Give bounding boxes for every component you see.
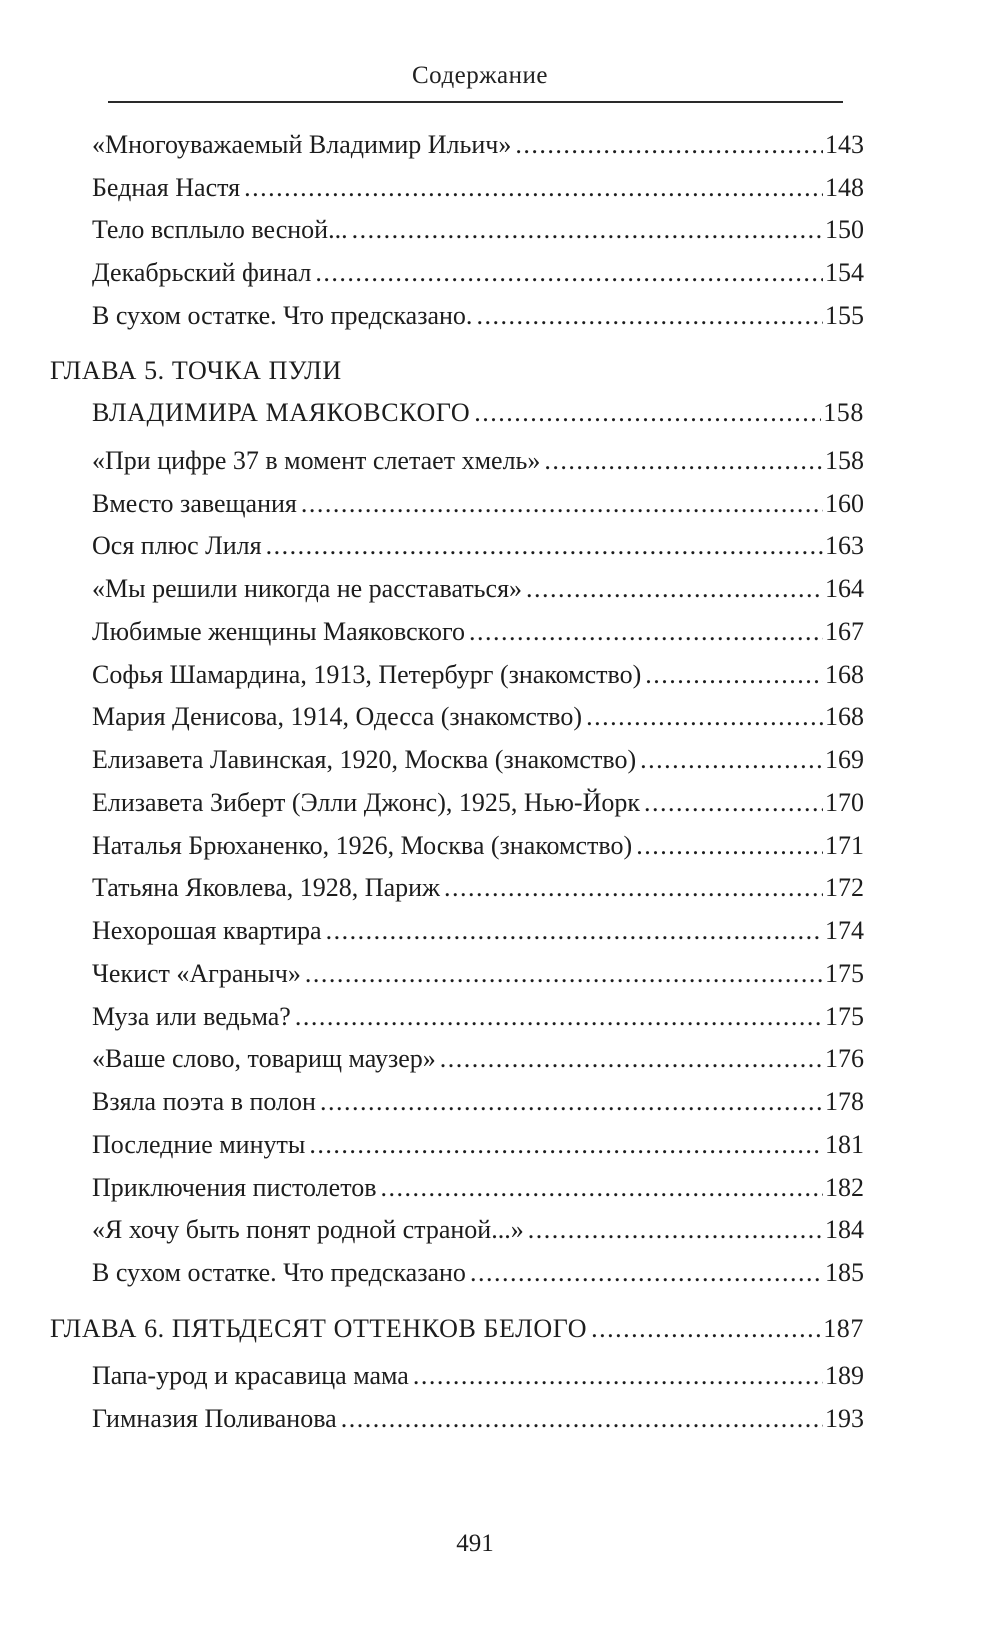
toc-entry-page: 185 — [825, 1258, 864, 1287]
chapter-heading-title: ГЛАВА 6. ПЯТЬДЕСЯТ ОТТЕНКОВ БЕЛОГО — [50, 1314, 588, 1343]
leader-dots — [640, 743, 823, 777]
toc-entry — [92, 1213, 864, 1247]
leader-dots — [636, 829, 823, 863]
leader-dots — [352, 213, 823, 247]
toc-entry-title: Приключения пистолетов — [92, 1173, 377, 1202]
leader-dots — [526, 572, 823, 606]
toc-entry-page: 169 — [825, 745, 864, 774]
page-number: 491 — [456, 1530, 494, 1557]
toc-entry-page: 175 — [825, 1002, 864, 1031]
leader-dots — [305, 957, 823, 991]
toc-entry-page: 184 — [825, 1215, 864, 1244]
leader-dots — [309, 1128, 823, 1162]
leader-dots — [586, 700, 823, 734]
toc-entry-title: Гимназия Поливанова — [92, 1404, 337, 1433]
toc-entry — [92, 1000, 864, 1034]
leader-dots — [591, 1312, 821, 1346]
toc-entry — [92, 213, 864, 247]
toc-entry-page: 168 — [825, 660, 864, 689]
leader-dots — [315, 256, 823, 290]
toc-entry-page: 150 — [825, 215, 864, 244]
leader-dots — [470, 1256, 823, 1290]
toc-entry-page: 155 — [825, 301, 864, 330]
toc-entry-page: 182 — [825, 1173, 864, 1202]
toc-entry — [92, 914, 864, 948]
toc-entry-title: Последние минуты — [92, 1130, 306, 1159]
toc-entry-title: Елизавета Лавинская, 1920, Москва (знакомство) — [92, 745, 637, 774]
toc-entry — [92, 572, 864, 606]
toc-entry-title: В сухом остатке. Что предсказано. — [92, 301, 473, 330]
leader-dots — [444, 871, 823, 905]
toc-entry-page: 172 — [825, 873, 864, 902]
toc-entry — [92, 700, 864, 734]
toc-entry — [92, 615, 864, 649]
leader-dots — [645, 658, 823, 692]
toc-entry-title: Мария Денисова, 1914, Одесса (знакомство) — [92, 702, 583, 731]
chapter-heading: ГЛАВА 5. ТОЧКА ПУЛИ — [50, 356, 342, 385]
leader-dots — [528, 1213, 823, 1247]
toc-entry — [92, 256, 864, 290]
toc-entry-page: 143 — [825, 130, 864, 159]
chapter-heading-entry — [50, 1312, 864, 1346]
toc-entry-title: «Ваше слово, товарищ маузер» — [92, 1044, 436, 1073]
toc-entry-page: 181 — [825, 1130, 864, 1159]
toc-entry — [92, 1359, 864, 1393]
leader-dots — [544, 444, 823, 478]
toc-entry — [92, 1042, 864, 1076]
toc-entry-page: 175 — [825, 959, 864, 988]
leader-dots — [440, 1042, 823, 1076]
toc-entry-title: Ося плюс Лиля — [92, 531, 262, 560]
toc-entry-page: 160 — [825, 489, 864, 518]
toc-entry-title: Взяла поэта в полон — [92, 1087, 316, 1116]
toc-entry-page: 163 — [825, 531, 864, 560]
running-header: Содержание — [412, 62, 548, 89]
toc-entry — [92, 786, 864, 820]
toc-entry — [92, 1085, 864, 1119]
toc-entry — [92, 1171, 864, 1205]
toc-entry — [92, 529, 864, 563]
toc-entry-page: 170 — [825, 788, 864, 817]
toc-entry — [92, 128, 864, 162]
toc-entry-page: 158 — [825, 446, 864, 475]
toc-entry-page: 154 — [825, 258, 864, 287]
leader-dots — [413, 1359, 823, 1393]
toc-entry-page: 174 — [825, 916, 864, 945]
toc-entry-title: Вместо завещания — [92, 489, 297, 518]
toc-entry-title: «Многоуважаемый Владимир Ильич» — [92, 130, 512, 159]
leader-dots — [266, 529, 823, 563]
toc-entry — [92, 1256, 864, 1290]
toc-entry — [92, 658, 864, 692]
toc-entry-page: 178 — [825, 1087, 864, 1116]
chapter-heading-title: ВЛАДИМИРА МАЯКОВСКОГО — [92, 398, 471, 427]
toc-entry-title: Наталья Брюханенко, 1926, Москва (знакомство) — [92, 831, 633, 860]
toc-entry — [92, 171, 864, 205]
toc-entry-title: Декабрьский финал — [92, 258, 312, 287]
leader-dots — [295, 1000, 823, 1034]
toc-entry-page: 176 — [825, 1044, 864, 1073]
toc-entry — [92, 444, 864, 478]
toc-entry-page: 167 — [825, 617, 864, 646]
toc-entry-page: 171 — [825, 831, 864, 860]
header-rule — [108, 101, 843, 103]
toc-entry — [92, 871, 864, 905]
toc-entry-page: 168 — [825, 702, 864, 731]
leader-dots — [244, 171, 823, 205]
leader-dots — [474, 396, 821, 430]
toc-entry — [92, 299, 864, 333]
toc-entry-title: Муза или ведьма? — [92, 1002, 291, 1031]
leader-dots — [326, 914, 823, 948]
toc-entry-page: 148 — [825, 173, 864, 202]
toc-entry-title: Тело всплыло весной... — [92, 215, 348, 244]
leader-dots — [341, 1402, 823, 1436]
toc-entry-title: «Мы решили никогда не расставаться» — [92, 574, 523, 603]
toc-entry-title: Любимые женщины Маяковского — [92, 617, 465, 646]
toc-entry-title: Бедная Настя — [92, 173, 241, 202]
toc-entry — [92, 957, 864, 991]
toc-entry-page: 193 — [825, 1404, 864, 1433]
leader-dots — [301, 487, 823, 521]
chapter-heading-entry — [92, 396, 864, 430]
toc-entry — [92, 743, 864, 777]
leader-dots — [515, 128, 823, 162]
leader-dots — [320, 1085, 823, 1119]
toc-entry-title: Елизавета Зиберт (Элли Джонс), 1925, Нью-Йорк — [92, 788, 640, 817]
toc-entry-title: Татьяна Яковлева, 1928, Париж — [92, 873, 441, 902]
toc-entry-title: Софья Шамардина, 1913, Петербург (знакомство) — [92, 660, 642, 689]
leader-dots — [476, 299, 823, 333]
leader-dots — [469, 615, 823, 649]
toc-entry-title: «Я хочу быть понят родной страной...» — [92, 1215, 524, 1244]
leader-dots — [644, 786, 823, 820]
chapter-heading-page: 187 — [823, 1314, 864, 1343]
toc-entry-title: «При цифре 37 в момент слетает хмель» — [92, 446, 541, 475]
toc-entry — [92, 1128, 864, 1162]
chapter-heading-page: 158 — [823, 398, 864, 427]
toc-entry-page: 164 — [825, 574, 864, 603]
toc-entry-page: 189 — [825, 1361, 864, 1390]
toc-entry — [92, 1402, 864, 1436]
toc-entry-title: Папа-урод и красавица мама — [92, 1361, 409, 1390]
leader-dots — [381, 1171, 824, 1205]
toc-entry-title: В сухом остатке. Что предсказано — [92, 1258, 466, 1287]
toc-entry — [92, 829, 864, 863]
toc-entry — [92, 487, 864, 521]
toc-entry-title: Чекист «Аграныч» — [92, 959, 301, 988]
toc-entry-title: Нехорошая квартира — [92, 916, 322, 945]
